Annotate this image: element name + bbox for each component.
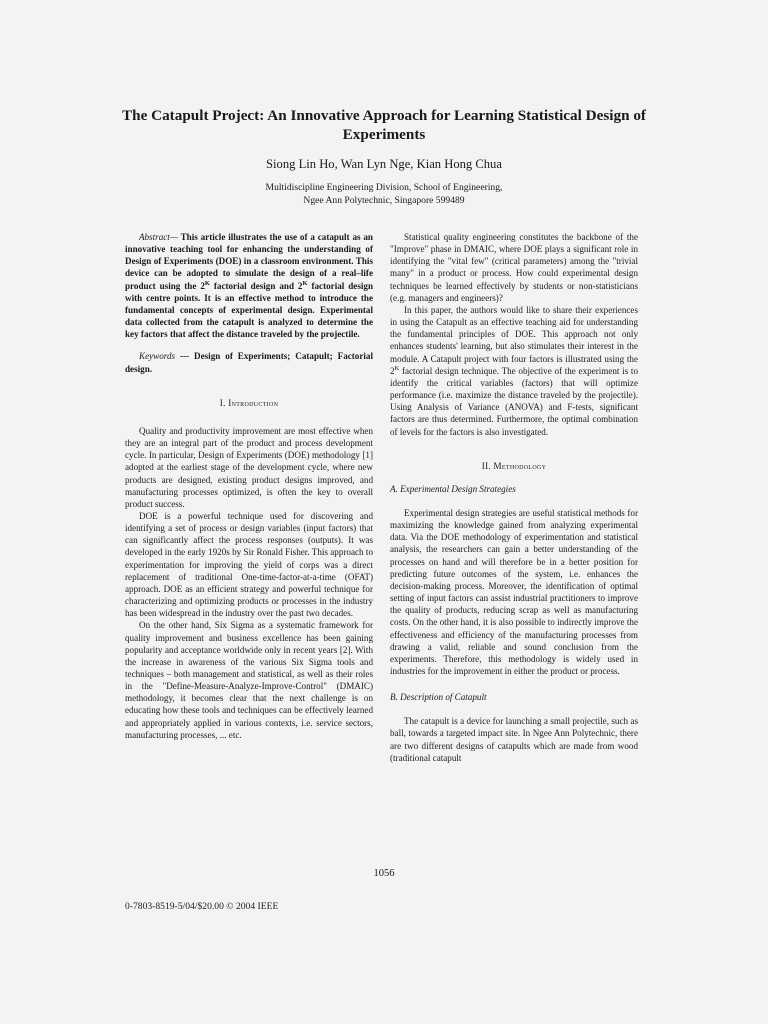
method-paragraph-1: Experimental design strategies are useful statistical methods for maximizing the knowledge gained from analyzing experimental data. Via the DOE methodology of experimentation and statistical analysis, the researchers can gain a better understanding of the processes on hand and will therefore be in a better position for predicting future outcomes of the system, i.e. enhances the decision-making process. Moreover, the identification of optimal setting of input factors can assist industrial practitioners to improve the quality of products, reducing scrap as well as manufacturing costs. On the other hand, it is also possible to indirectly improve the effectiveness and efficiency of the manufacturing processes from drawing a valid, reliable and sound conclusion from the experiments. Therefore, this methodology is widely used in industries for the improvement in either the product or process. — [390, 507, 638, 676]
intro-paragraph-1: Quality and productivity improvement are most effective when they are an integral part of the product and process development cycle. In particular, Design of Experiments (DOE) methodology [1] adopted at the earliest stage of the development cycle, where new products are designed, existing product designs improved, and manufacturing processes optimized, is often the key to overall product success. — [125, 425, 373, 509]
abstract-sup-1: K — [204, 279, 210, 287]
intro-paragraph-2: DOE is a powerful technique used for discovering and identifying a set of process or design variables (input factors) that can significantly affect the process responses (outputs). It was developed in the early 1920s by Sir Ronald Fisher. This approach to experimentation for improving the yield of corps was a direct replacement of traditional One-time-factor-at-a-time (OFAT) approach. DOE as an efficient strategy and powerful technique for characterizing and optimizing products or processes in the industry has been widespread in the industry over the past two decades. — [125, 510, 373, 619]
page-number: 1056 — [373, 868, 395, 879]
abstract-text-2: factorial design and 2 — [209, 280, 303, 291]
affiliation-line-2: Ngee Ann Polytechnic, Singapore 599489 — [303, 195, 465, 206]
intro-p5-sup: K — [394, 364, 400, 372]
left-column — [125, 231, 373, 741]
abstract-text-1: This article illustrates the use of a catapult as an innovative teaching tool for enhancing the understanding of Design of Experiments (DOE) in a classroom environment. This device can be adopted to simulate the design of a real–life product using the 2 — [125, 232, 373, 291]
abstract-text-3: factorial design with centre points. It is an effective method to introduce the fundamental concepts of experimental design. Experimental data collected from the catapult is analyzed to determine the key factors that affect the distance traveled by the projectile. — [125, 280, 374, 340]
affiliation-line-1: Multidiscipline Engineering Division, School of Engineering, — [265, 182, 503, 193]
subsection-heading-a: A. Experimental Design Strategies — [390, 483, 516, 494]
intro-paragraph-4: Statistical quality engineering constitutes the backbone of the "Improve" phase in DMAIC, where DOE plays a significant role in identifying the "vital few" (critical parameters) among the "trivial many" in a product or process. How could experimental design techniques be learned effectively by students or non-statisticians (e.g. managers and engineers)? — [390, 232, 638, 303]
right-column — [390, 231, 638, 764]
keywords-text: --- Design of Experiments; Catapult; Factorial design. — [125, 351, 373, 374]
intro-p5-text-1: In this paper, the authors would like to share their experiences in using the Catapult as an effective teaching aid for understanding the fundamental principles of DOE. This approach not only enhances students' learning, but also stimulates their interest in the module. A Catapult project with four factors is illustrated using the 2 — [390, 304, 638, 376]
intro-paragraph-5 — [390, 304, 638, 438]
section-heading-introduction: I. Introduction — [219, 397, 279, 408]
abstract-sup-2: K — [302, 279, 308, 287]
author-list: Siong Lin Ho, Wan Lyn Nge, Kian Hong Chua — [266, 157, 502, 171]
keywords-lead: Keywords — [139, 351, 176, 362]
keywords — [125, 350, 373, 374]
intro-p5-text-2: factorial design technique. The objective of the experiment is to identify the critical variables (factors) that will optimize performance (i.e. maximize the distance traveled by the projectile). Using Analysis of Variance (ANOVA) and F-tests, significant factors are thus determined. Furthermore, the optimal combination of levels for the factors is also investigated. — [390, 365, 638, 437]
intro-paragraph-3: On the other hand, Six Sigma as a systematic framework for quality improvement and business excellence has been gaining popularity and acceptance worldwide only in recent years [2]. With the increase in awareness of the various Six Sigma tools and techniques – both management and statistical, as well as their roles in the "Define-Measure-Analyze-Improve-Control" (DMAIC) methodology, it becomes clear that the next challenge is on educating how these tools and techniques can be effectively learned and appropriately applied in various contexts, i.e. service sectors, manufacturing processes, ... etc. — [125, 620, 373, 740]
subsection-heading-b: B. Description of Catapult — [390, 692, 487, 703]
abstract-lead: Abstract— — [139, 232, 178, 242]
paper-title: The Catapult Project: An Innovative Approach for Learning Statistical Design of Experiments — [122, 107, 646, 143]
affiliation — [150, 181, 618, 207]
section-heading-methodology: II. Methodology — [481, 460, 547, 471]
copyright-note: 0-7803-8519-5/04/$20.00 © 2004 IEEE — [125, 901, 279, 912]
abstract — [125, 231, 373, 340]
catapult-paragraph-1: The catapult is a device for launching a small projectile, such as ball, towards a targeted impact site. In Ngee Ann Polytechnic, there are two different designs of catapults which are made from wood (traditional catapult — [390, 716, 638, 763]
